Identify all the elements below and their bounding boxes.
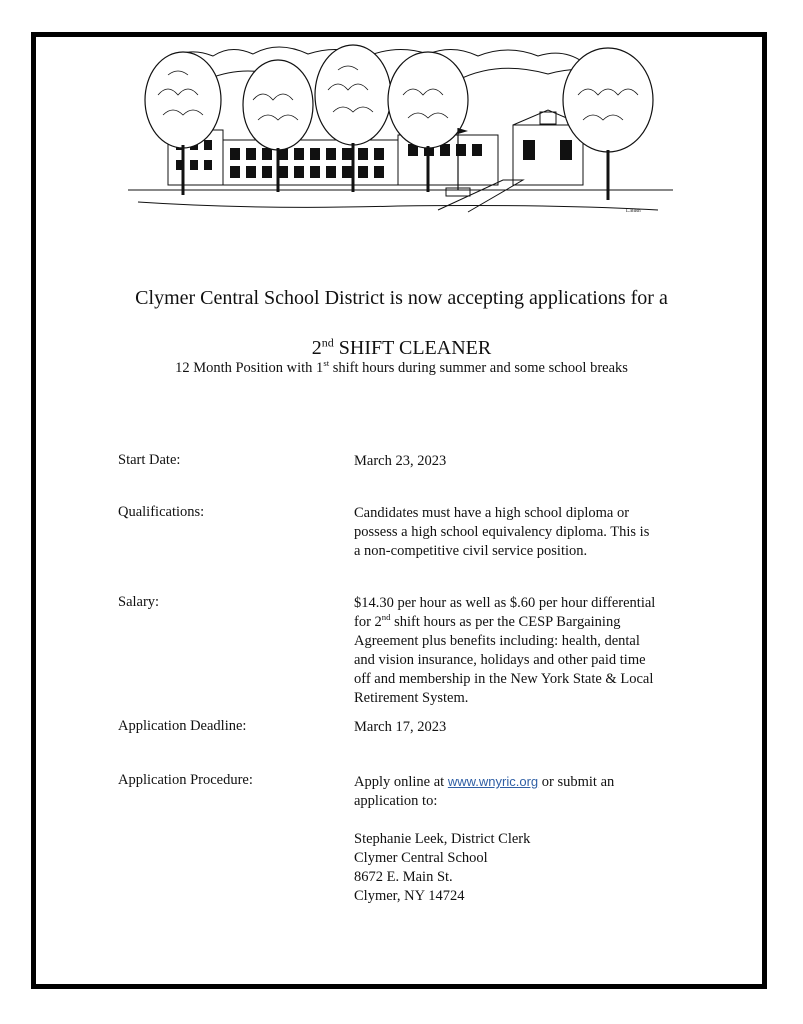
procedure-label: Application Procedure:	[118, 772, 253, 788]
address-line: Clymer Central School	[354, 850, 488, 866]
wnyric-link[interactable]: www.wnyric.org	[447, 774, 539, 789]
start-date-value: March 23, 2023	[354, 453, 447, 469]
deadline-value: March 17, 2023	[354, 719, 447, 735]
announcement-line: Clymer Central School District is now accepting applications for a	[135, 287, 668, 309]
qualifications-value: Candidates must have a high school diploma or possess a high school equivalency diploma. This is a non-competitive civil service position.	[354, 505, 650, 559]
position-title: 2nd SHIFT CLEANER	[311, 335, 492, 359]
address-line: 8672 E. Main St.	[354, 869, 453, 885]
procedure-value: Apply online at www.wnyric.org or submit an application to: Stephanie Leek, District Clerk Clymer Central School 8672 E. Main St. Clymer, NY 14724	[354, 772, 690, 906]
artist-signature: L.Bush	[626, 209, 641, 214]
address-line: Clymer, NY 14724	[354, 888, 465, 904]
qualifications-label: Qualifications:	[118, 504, 205, 520]
start-date-label: Start Date:	[118, 452, 181, 468]
salary-value: $14.30 per hour as well as $.60 per hour differential for 2nd shift hours as per the CESP Bargaining Agreement plus benefits including: health, dental and vision insurance, holidays and other paid time off and membership in the New York State & Local Retirement System.	[354, 595, 656, 706]
position-subtitle: 12 Month Position with 1st shift hours during summer and some school breaks	[175, 358, 628, 376]
deadline-label: Application Deadline:	[118, 718, 247, 734]
salary-label: Salary:	[118, 594, 160, 610]
school-building-sketch	[128, 40, 673, 218]
address-line: Stephanie Leek, District Clerk	[354, 831, 531, 847]
